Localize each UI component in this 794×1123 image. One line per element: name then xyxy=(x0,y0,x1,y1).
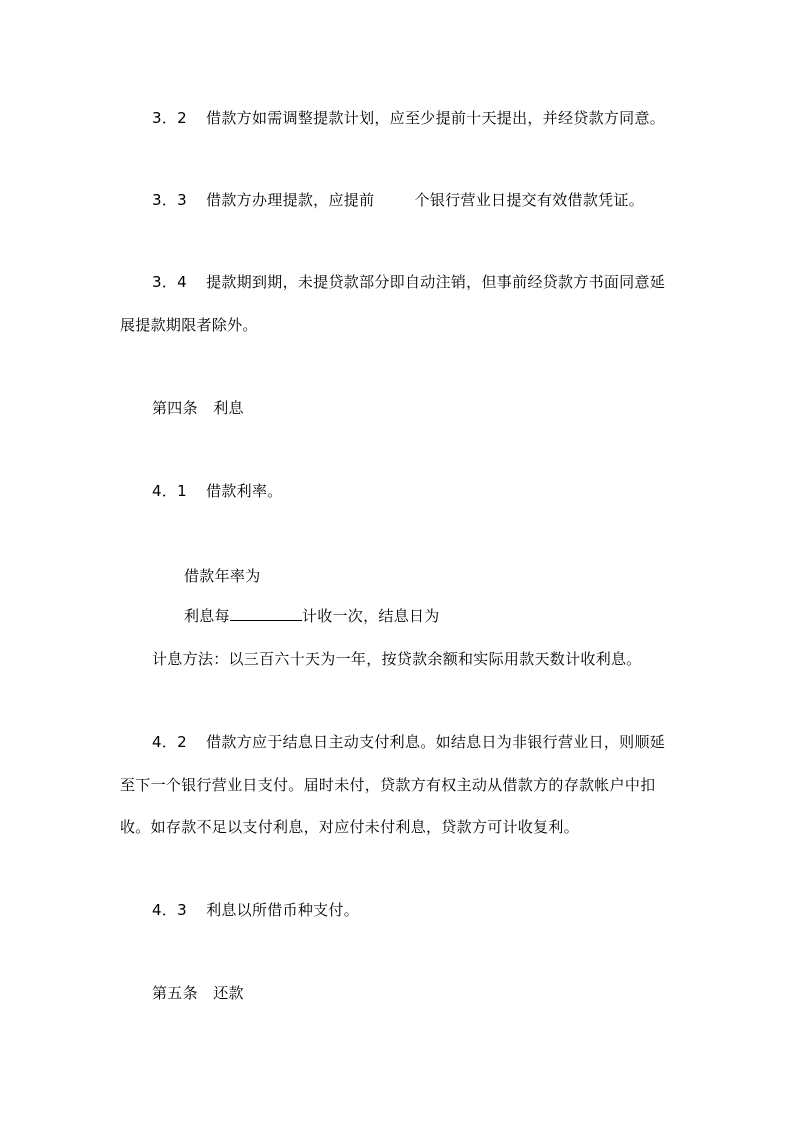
clause-3-4-line1 xyxy=(152,272,665,292)
clause-number: 3．4 xyxy=(152,273,187,291)
clause-text: 借款方如需调整提款计划，应至少提前十天提出，并经贷款方同意。 xyxy=(206,109,666,127)
interest-line xyxy=(184,606,440,626)
article-5-heading xyxy=(152,983,244,1003)
clause-3-2 xyxy=(152,108,665,128)
rate-text: 借款年率为 xyxy=(184,567,261,585)
interest-prefix: 利息每 xyxy=(184,607,230,625)
method-text: 计息方法：以三百六十天为一年，按贷款余额和实际用款天数计收利息。 xyxy=(152,650,642,668)
blank-underline xyxy=(230,606,302,621)
clause-3-3 xyxy=(152,190,644,210)
clause-number: 4．3 xyxy=(152,901,187,919)
clause-4-2-line2 xyxy=(120,775,656,795)
clause-4-1 xyxy=(152,481,283,501)
article-title: 第四条 利息 xyxy=(152,399,244,417)
article-title: 第五条 还款 xyxy=(152,984,244,1002)
rate-line xyxy=(184,566,261,586)
clause-text: 收。如存款不足以支付利息，对应付未付利息，贷款方可计收复利。 xyxy=(120,818,580,836)
clause-text: 借款利率。 xyxy=(206,482,283,500)
clause-4-3 xyxy=(152,900,359,920)
clause-3-4-line2 xyxy=(120,315,258,335)
clause-text: 提款期到期，未提贷款部分即自动注销，但事前经贷款方书面同意延 xyxy=(206,273,666,291)
clause-number: 4．1 xyxy=(152,482,187,500)
clause-text: 展提款期限者除外。 xyxy=(120,316,258,334)
clause-text: 利息以所借币种支付。 xyxy=(206,901,360,919)
clause-text: 个银行营业日提交有效借款凭证。 xyxy=(414,191,645,209)
clause-text: 借款方办理提款，应提前 xyxy=(206,191,375,209)
interest-suffix: 计收一次，结息日为 xyxy=(301,607,440,625)
clause-4-2-line3 xyxy=(120,817,579,837)
method-line xyxy=(152,649,642,669)
clause-text: 至下一个银行营业日支付。届时未付，贷款方有权主动从借款方的存款帐户中扣 xyxy=(120,776,656,794)
clause-number: 4．2 xyxy=(152,733,187,751)
clause-4-2-line1 xyxy=(152,732,665,752)
clause-number: 3．3 xyxy=(152,191,187,209)
article-4-heading xyxy=(152,398,244,418)
clause-text: 借款方应于结息日主动支付利息。如结息日为非银行营业日，则顺延 xyxy=(206,733,666,751)
clause-number: 3．2 xyxy=(152,109,187,127)
